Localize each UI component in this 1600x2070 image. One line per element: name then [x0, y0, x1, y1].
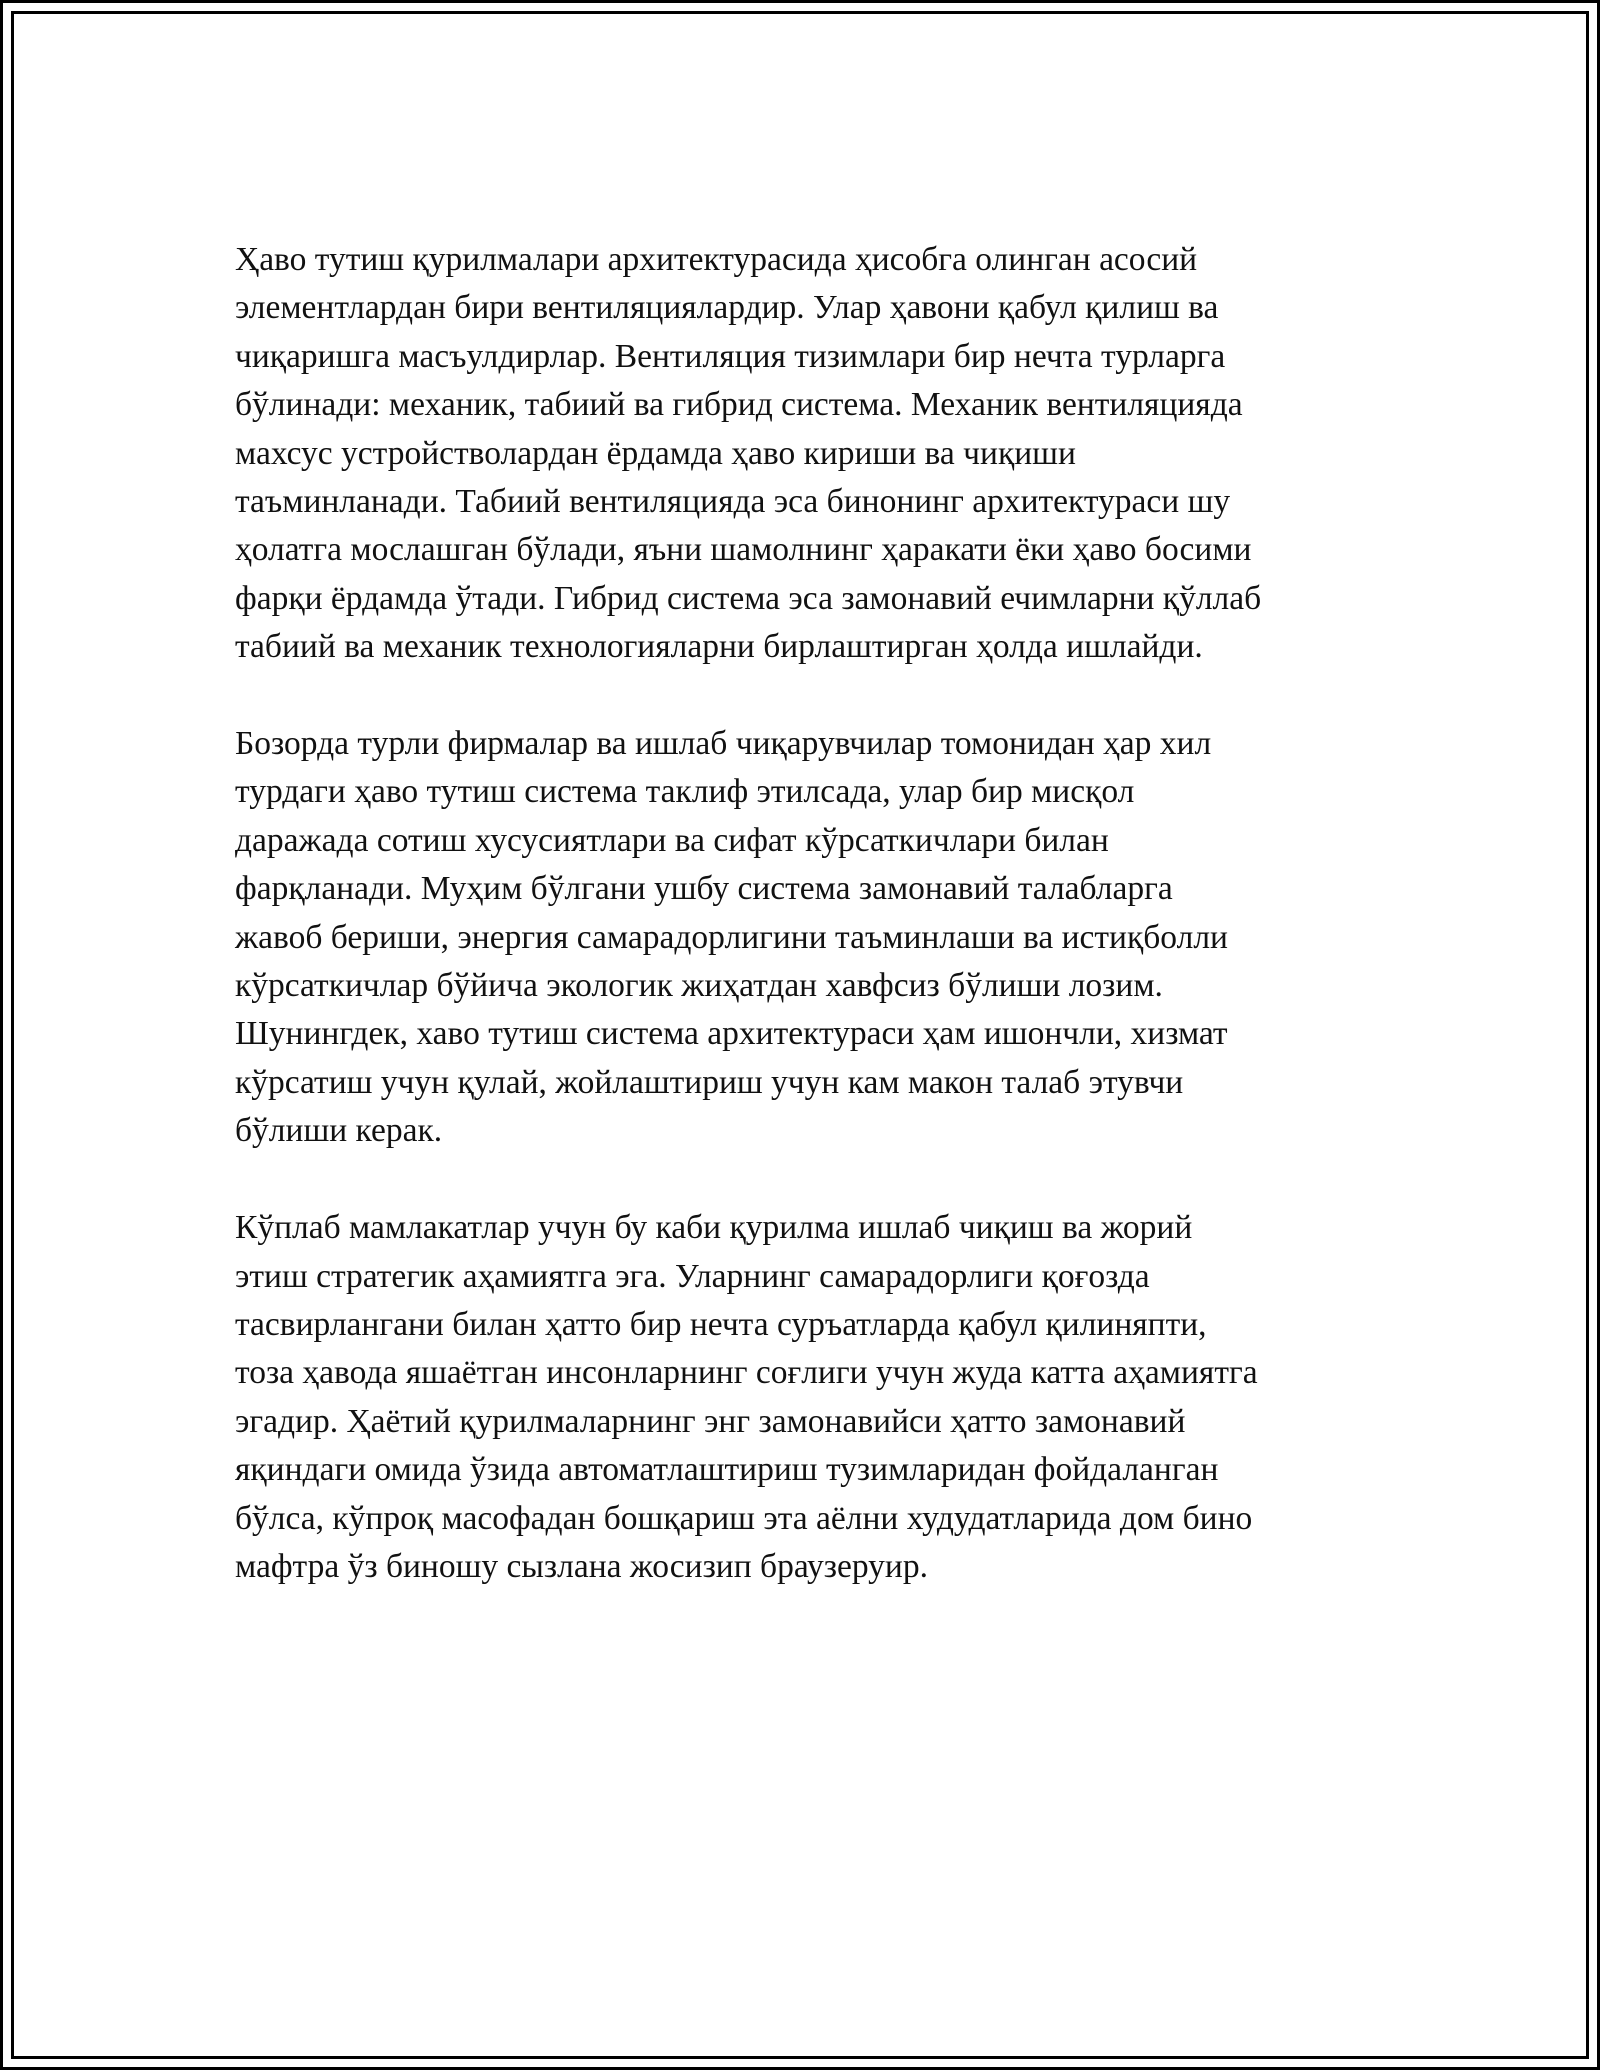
text-line: турдаги ҳаво тутиш система таклиф этилсада, улар бир мисқол [235, 773, 1135, 811]
text-line: чиқаришга масъулдирлар. Вентиляция тизимлари бир нечта турларга [235, 337, 1226, 375]
paragraph-3 [235, 1204, 1395, 1591]
text-line: кўрсатиш учун қулай, жойлаштириш учун кам макон талаб этувчи [235, 1063, 1184, 1101]
text-line: ҳолатга мослашган бўлади, яъни шамолнинг ҳаракати ёки ҳаво босими [235, 531, 1252, 569]
text-line: этиш стратегик аҳамиятга эга. Уларнинг самарадорлиги қоғозда [235, 1257, 1150, 1295]
text-line: фарқланади. Муҳим бўлгани ушбу система замонавий талабларга [235, 870, 1173, 908]
text-line: фарқи ёрдамда ўтади. Гибрид система эса замонавий ечимларни қўллаб [235, 579, 1262, 617]
text-line: жавоб бериши, энергия самарадорлигини таъминлаши ва истиқболли [235, 918, 1228, 956]
paragraph-2 [235, 720, 1395, 1156]
text-line: Шунингдек, хаво тутиш система архитектураси ҳам ишончли, хизмат [235, 1015, 1228, 1053]
text-line: элементлардан бири вентиляциялардир. Улар ҳавони қабул қилиш ва [235, 289, 1219, 327]
text-line: бўлинади: механик, табиий ва гибрид система. Механик вентиляцияда [235, 386, 1243, 424]
text-line: табиий ва механик технологияларни бирлаштирган ҳолда ишлайди. [235, 628, 1203, 666]
text-line: яқиндаги омида ўзида автоматлаштириш тузимларидан фойдаланган [235, 1451, 1219, 1489]
paragraph-1 [235, 236, 1395, 672]
document-body [235, 236, 1395, 1640]
text-line: тоза ҳаводa яшаётган инсонларнинг соғлиги учун жуда катта аҳамиятга [235, 1354, 1258, 1392]
text-line: бўлиши керак. [235, 1112, 443, 1150]
text-line: Бозорда турли фирмалар ва ишлаб чиқарувчилар томонидан ҳар хил [235, 725, 1212, 763]
text-line: тасвирлангани билан ҳатто бир нечта суръатларда қабул қилиняпти, [235, 1305, 1207, 1343]
text-line: кўрсаткичлар бўйича экологик жиҳатдан хавфсиз бўлиши лозим. [235, 967, 1163, 1005]
text-line: таъминланади. Табиий вентиляцияда эса бинонинг архитектураси шу [235, 483, 1231, 521]
text-line: Кўплаб мамлакатлар учун бу каби қурилма ишлаб чиқиш ва жорий [235, 1209, 1193, 1247]
text-line: даражада сотиш хусусиятлари ва сифат кўрсаткичлари билан [235, 821, 1109, 859]
text-line: мафтра ўз биношу сызлана жосизип браузеруир. [235, 1547, 928, 1585]
text-line: эгадир. Ҳаётий қурилмаларнинг энг замонавийси ҳатто замонавий [235, 1402, 1186, 1440]
text-line: махсус устройстволардан ёрдамда ҳаво кириши ва чиқиши [235, 434, 1076, 472]
text-line: бўлса, кўпроқ масофадан бошқариш эта аёлни худудатларида дом бино [235, 1499, 1253, 1537]
text-line: Ҳаво тутиш қурилмалари архитектурасида ҳисобга олинган асосий [235, 241, 1198, 278]
